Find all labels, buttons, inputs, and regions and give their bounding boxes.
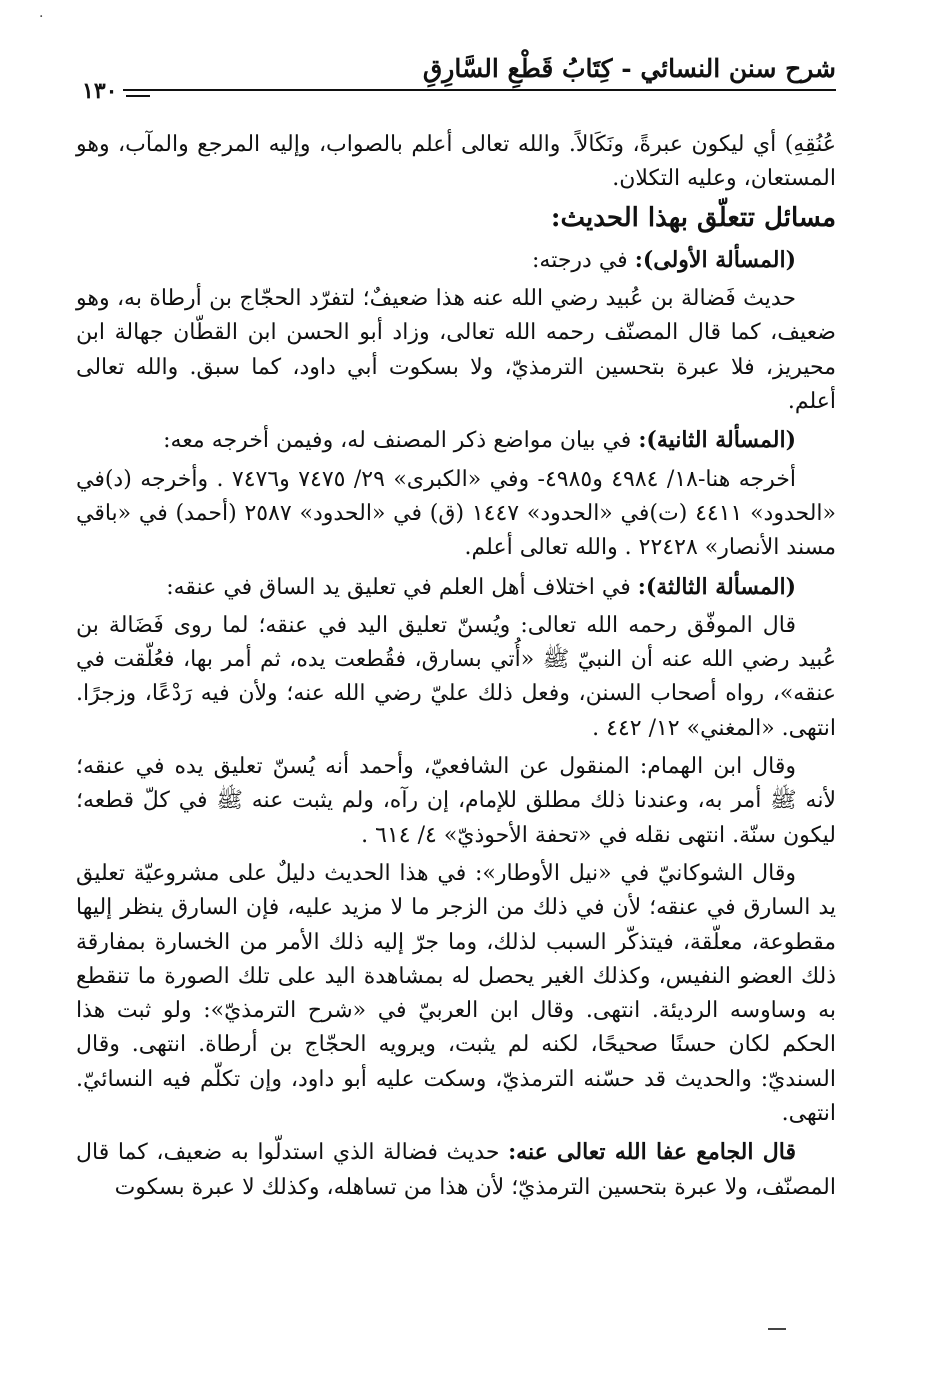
issue-one xyxy=(76,243,836,278)
issue-one-label: (المسألة الأولى): xyxy=(634,246,796,273)
paragraph-shawkani: وقال الشوكانيّ في «نيل الأوطار»: في هذا الحديث دليلٌ على مشروعيّة تعليق يد السارق في عنقه؛ لأن في ذلك من الزجر ما لا مزيد عليه، فإن السارق ينظر إليها مقطوعة، معلّقة، فيتذكّر السبب لذلك، وما جرّ إليه ذلك الأمر من الخسارة بمفارقة ذلك العضو النفيس، وكذلك الغير يحصل له بمشاهدة اليد على تلك الصورة ما تنقطع به وساوسه الرديئة. انتهى. وقال ابن العربيّ في «شرح الترمذيّ»: ولو ثبت هذا الحكم لكان حسنًا صحيحًا، لكنه لم يثبت، ويرويه الحجّاج بن أرطاة. انتهى. وقال السنديّ: والحديث قد حسّنه الترمذيّ، وسكت عليه أبو داود، وإن تكلّم فيه النسائيّ. انتهى. xyxy=(76,860,836,1127)
issue-two xyxy=(76,423,836,458)
compiler-label: قال الجامع عفا الله تعالى عنه: xyxy=(508,1139,796,1166)
issue-three xyxy=(76,570,836,605)
header-rule xyxy=(76,89,836,91)
scan-mark: · xyxy=(39,9,44,25)
compiler-text: حديث فضالة الذي استدلّوا به ضعيف، كما قال المصنّف، ولا عبرة بتحسين الترمذيّ؛ لأن هذا من تساهله، وكذلك لا عبرة بسكوت xyxy=(76,1140,836,1200)
running-header xyxy=(76,50,836,102)
paragraph-sources: أخرجه هنا-١٨/ ٤٩٨٤ و٤٩٨٥- وفي «الكبرى» ٢٩/ ٧٤٧٥ و٧٤٧٦ . وأخرجه (د)في «الحدود» ٤٤١١ (ت)في «الحدود» ١٤٤٧ (ق) في «الحدود» ٢٥٨٧ (أحمد) في «باقي مسند الأنصار» ٢٢٤٢٨ . والله تعالى أعلم. xyxy=(76,466,837,561)
issue-two-label: (المسألة الثانية): xyxy=(638,427,796,454)
issue-three-title: في اختلاف أهل العلم في تعليق يد الساق في عنقه: xyxy=(166,574,631,600)
paragraph-grading: حديث فَضالة بن عُبيد رضي الله عنه هذا ضعيفٌ؛ لتفرّد الحجّاج بن أرطاة به، وهو ضعيف، كما قال المصنّف رحمه الله تعالى، وزاد أبو الحسن ابن القطّان جهالة ابن محيريز، فلا عبرة بتحسين الترمذيّ، ولا بسكوت أبي داود، كما سبق. والله تعالى أعلم. xyxy=(76,286,836,415)
main-text xyxy=(76,128,836,1209)
paragraph-ibn-humam: وقال ابن الهمام: المنقول عن الشافعيّ، وأحمد أنه يُسنّ تعليق يده في عنقه؛ لأنه ﷺ أمر به، وعندنا ذلك مطلق للإمام، إن رآه، ولم يثبت عنه ﷺ في كلّ قطعه؛ ليكون سنّة. انتهى نقله في «تحفة الأحوذيّ» ٤/ ٦١٤ . xyxy=(76,754,836,848)
issue-one-title: في درجته: xyxy=(531,247,628,273)
page-number: ١٣٠ xyxy=(76,78,123,104)
paragraph-muwaffaq: قال الموفّق رحمه الله تعالى: ويُسنّ تعليق اليد في عنقه؛ لما روى فَضَالة بن عُبيد رضي الله عنه أن النبيّ ﷺ «أُتي بسارق، فقُطعت يده، ثم أمر بها، فعُلّقت في عنقه»، رواه أصحاب السنن، وفعل ذلك عليّ رضي الله عنه؛ ولأن فيه رَدْعًا، وزجرًا. انتهى. «المغني» ١٢/ ٤٤٢ . xyxy=(76,612,836,741)
footer-mark xyxy=(768,1328,786,1330)
section-heading: مسائل تتعلّق بهذا الحديث: xyxy=(550,202,836,233)
header-title: شرح سنن النسائي - كِتَابُ قَطْعِ السَّارِقِ xyxy=(422,54,836,83)
issue-two-title: في بيان مواضع ذكر المصنف له، وفيمن أخرجه معه: xyxy=(163,428,632,454)
issue-three-label: (المسألة الثالثة): xyxy=(637,573,796,600)
paragraph-compiler xyxy=(76,1135,836,1205)
paragraph-opening: عُنُقِهِ) أي ليكون عبرةً، ونَكَالاً. والله تعالى أعلم بالصواب، وإليه المرجع والمآب، وهو المستعان، وعليه التكلان. xyxy=(76,132,836,192)
